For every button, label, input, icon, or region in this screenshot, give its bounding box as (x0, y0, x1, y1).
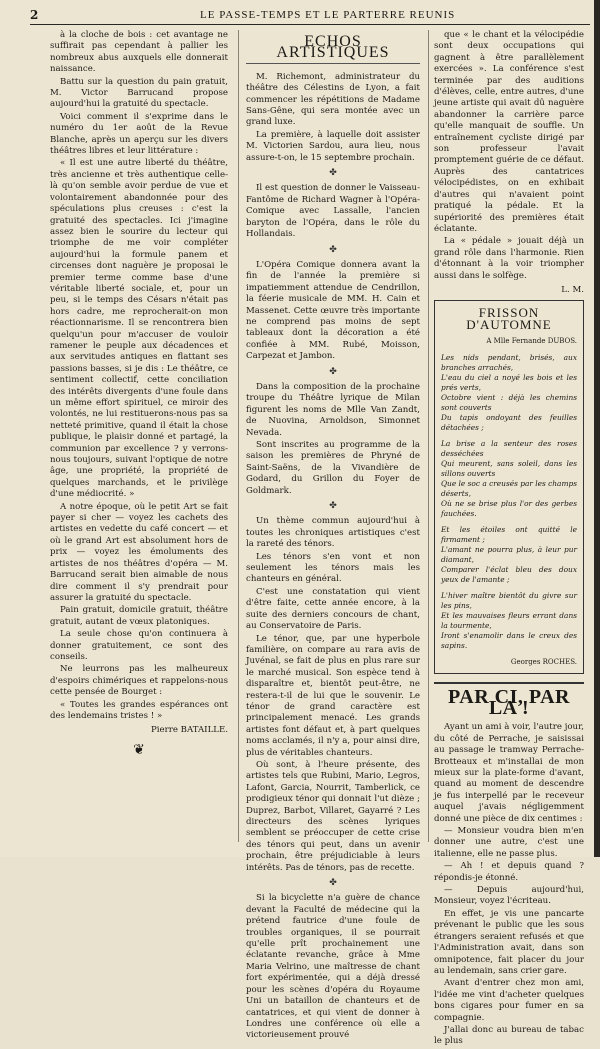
paragraph: C'est une constatation qui vient d'être faite, cette année encore, à la suite des derniers concours de chant, au Conservatoire de Paris. (246, 586, 420, 632)
poem-line: L'hiver maître bientôt du givre sur les pins, (441, 590, 577, 610)
page-header (30, 6, 590, 25)
page-edge-shadow (594, 0, 600, 857)
poem-line: Où ne se brise plus l'or des gerbes fauchées. (441, 498, 577, 518)
paragraph: — Depuis aujourd'hui, Monsieur, voyez l'écriteau. (434, 885, 584, 907)
poem-line: L'amant ne pourra plus, à leur pur diamant, (441, 544, 577, 564)
paragraph: Pain gratuit, domicile gratuit, théâtre gratuit, autant de vœux platoniques. (50, 605, 228, 627)
poem-stanza (441, 439, 577, 519)
paragraph: à la cloche de bois : cet avantage ne suffirait pas cependant à pallier les nombreux abus auxquels elle donnerait naissance. (50, 30, 228, 75)
separator-icon: ✤ (329, 366, 337, 377)
separator-icon: ✤ (329, 244, 337, 255)
paragraph: « Toutes les grandes espérances ont des lendemains tristes ! » (50, 699, 228, 721)
paragraph: L'Opéra Comique donnera avant la fin de l'année la première si impatiemment attendue de Cendrillon, la féerie musicale de MM. H. Cain et Massenet. Cette œuvre très importante ne comprend pas moins de sept tableaux dont la décoration a été confiée à MM. Rubé, Moisson, Carpezat et Jambon. (246, 259, 420, 362)
column-rule (238, 30, 239, 842)
column-middle (246, 30, 420, 1043)
poem-line: L'eau du ciel a noyé les bois et les prés verts, (441, 372, 577, 392)
paragraph: Avant d'entrer chez mon ami, l'idée me vint d'acheter quelques bons cigares pour fumer en sa compagnie. (434, 978, 584, 1023)
section-title: PAR CI, PAR LA ! (448, 685, 570, 719)
paragraph: En effet, je vis une pancarte prévenant le public que les sous étrangers seraient refusés et que l'Administration avait, dans son omnipotence, fait placer du jour au lendemain, sans crier gare. (434, 908, 584, 976)
paragraph: que « le chant et la vélocipédie sont deux occupations qui gagnent à être parallèlement exercées ». La conférence s'est terminée par des auditions d'élèves, celle, entre autres, d'une jeune artiste qui avait dû naguère abandonner la carrière parce qu'elle manquait de souffle. Un entraînement cycliste dirigé par son professeur l'avait promptement guérie de ce défaut. Auprès des cantatrices vélocipédistes, on en exhibait d'autres qui n'avaient point pratiqué la pédale. Et la supériorité des premières était éclatante. (434, 30, 584, 234)
author-signature: L. M. (561, 284, 584, 295)
poem-line: Iront s'enamolir dans le creux des sapins. (441, 630, 577, 650)
poem-line: Et les étoiles ont quitté le firmament ; (441, 524, 577, 544)
poem-author: Georges ROCHES. (510, 657, 577, 666)
poem-line: Du tapis ondoyant des feuilles détachées ; (441, 412, 577, 432)
column-right (434, 30, 584, 1049)
paragraph: A notre époque, où le petit Art se fait payer si cher — voyez les cachets des artistes en vedette du café concert — et où le grand Art est absolument hors de prix — voyez les émoluments des artistes de nos théâtres d'opéra — M. Barrucand serait bien aimable de nous dire comment il s'y prendrait pour assurer la gratuité du spectacle. (50, 501, 228, 603)
paragraph: La « pédale » jouait déjà un grand rôle dans l'harmonie. Rien d'étonnant à la voir triompher aussi dans le solfège. (434, 236, 584, 281)
separator-icon: ✤ (329, 168, 337, 179)
poem-line: Qui meurent, sans soleil, dans les sillons ouverts (441, 458, 577, 478)
paragraph: Il est question de donner le Vaisseau-Fantôme de Richard Wagner à l'Opéra-Comique avec Lassalle, l'ancien baryton de l'Opéra, dans le rôle du Hollandais. (246, 183, 420, 240)
poem-line: Comparer l'éclat bleu des doux yeux de l'amante ; (441, 564, 577, 584)
separator-icon: ✤ (329, 501, 337, 512)
ornament-icon: ❦ (133, 741, 145, 758)
journal-title: LE PASSE-TEMPS ET LE PARTERRE REUNIS (200, 9, 456, 21)
paragraph: Le ténor, que, par une hyperbole familière, on compare au rara avis de Juvénal, se fait de plus en plus rare sur le marché musical. Son espèce tend à disparaître et, bientôt peut-être, ne restera-t-il de lui que le souvenir. Le ténor de grand caractère est principalement menacé. Les grands artistes font défaut et, à part quelques noms acclamés, il n'y a, pour ainsi dire, plus de véritables chanteurs. (246, 633, 420, 758)
poem-line: Les nids pendant, brisés, aux branches arrachés, (441, 352, 577, 372)
divider (434, 682, 584, 684)
separator-icon: ✤ (329, 878, 337, 889)
paragraph: M. Richemont, administrateur du théâtre des Célestins de Lyon, a fait commencer les répétitions de Madame Sans-Gêne, qui sera montée avec un grand luxe. (246, 71, 420, 128)
paragraph: Si la bicyclette n'a guère de chance devant la Faculté de médecine qui la prétend fautrice d'une foule de troubles organiques, il se pourrait qu'elle prît prochainement une éclatante revanche, grâce à Mme Maria Velrino, une maîtresse de chant fort expérimentée, qui a déjà dressé pour les scènes d'opéra du Royaume Uni un bataillon de chanteurs et de cantatrices, et qui vient de donner à Londres une conférence où elle a victorieusement prouvé (246, 893, 420, 1041)
paragraph: Voici comment il s'exprime dans le numéro du 1er août de la Revue Blanche, après un aperçu sur les divers théâtres libres et leur littérature : (50, 111, 228, 157)
paragraph: Un thème commun aujourd'hui à toutes les chroniques artistiques c'est la rareté des ténors. (246, 516, 420, 550)
paragraph: « Il est une autre liberté du théâtre, très ancienne et très authentique celle-là qu'on semble avoir perdue de vue et volontairement abandonnée pour des spéculations plus creuses : c'est la gratuité des spectacles. Ici j'imagine assez bien le sourire du lecteur qui triomphe de me voir compléter aujourd'hui la formule panem et circenses dont naguère je proposai le premier terme comme base d'une véritable liberté sociale, et, pour un peu, si le temps des Césars n'était pas hors cadre, me reprocherait-on mon réactionnarisme. Il se rencontrera bien quelqu'un pour m'accuser de vouloir ramener le peuple aux décadences et aux servitudes antiques en flattant ses passions basses, si je dis : Le théâtre, ce sentiment collectif, cette conciliation des intérêts divergents d'une foule dans un même effort spirituel, ce miroir des volontés, ne lui restituerons-nous pas sa netteté primitive, quand il était la chose publique, le plaisir donné et partagé, la communion par excellence ? y verrons-nous toujours, suivant l'optique de notre âge, une propriété, la propriété de quelques marchands, et le privilège d'une médiocrité. » (50, 158, 228, 500)
paragraph: Battu sur la question du pain gratuit, M. Victor Barrucand propose aujourd'hui la gratuité du spectacle. (50, 76, 228, 110)
paragraph: La première, à laquelle doit assister M. Victorien Sardou, aura lieu, nous assure-t-on, le 15 septembre prochain. (246, 129, 420, 163)
poem-box (434, 300, 584, 673)
paragraph: Sont inscrites au programme de la saison les premières de Phryné de Saint-Saëns, de la Vivandière de Godard, du Grillon du Foyer de Goldmark. (246, 440, 420, 496)
paragraph: Ayant un ami à voir, l'autre jour, du côté de Perrache, je saisissai au passage le tramway Perrache-Brotteaux et m'installai de mon mieux sur la plate-forme d'avant, quand au moment de descendre je fus interpellé par le receveur auquel j'avais négligemment donné une pièce de dix centimes : (434, 722, 584, 824)
page-number: 2 (30, 8, 39, 22)
poem-line: Et les mauvaises fleurs errant dans la tourmente, (441, 610, 577, 630)
poem-title: FRISSON D'AUTOMNE (466, 305, 552, 332)
poem-line: La brise a la senteur des roses desséchées (441, 438, 577, 458)
column-left (50, 30, 228, 756)
paragraph: La seule chose qu'on continuera à donner gratuitement, ce sont des conseils. (50, 629, 228, 662)
paragraph: J'allai donc au bureau de tabac le plus (434, 1024, 584, 1047)
poem-stanza (441, 525, 577, 585)
poem-stanza (441, 591, 577, 651)
paragraph: — Monsieur voudra bien m'en donner une autre, c'est une italienne, elle ne passe plus. (434, 826, 584, 859)
paragraph: Où sont, à l'heure présente, des artistes tels que Rubini, Mario, Legros, Lafont, Garcia, Nourrit, Tamberlick, ce prodigieux ténor qui donnait l'ut dièze ; Duprez, Barbot, Villaret, Gayarré ? Les directeurs des scènes lyriques semblent se préoccuper de cette crise des ténors qui peut, dans un avenir prochain, être préjudiciable à leurs intérêts. Pas de ténors, pas de recette. (246, 759, 420, 873)
poem-stanza (441, 353, 577, 433)
poem-line: Que le soc a creusés par les champs déserts, (441, 478, 577, 498)
poem-body (441, 353, 577, 667)
section-title: ECHOS ARTISTIQUES (246, 36, 420, 64)
column-rule (428, 30, 429, 842)
poem-dedication: A Mlle Fernande DUBOS. (486, 337, 577, 346)
paragraph: — Ah ! et depuis quand ? répondis-je étonné. (434, 861, 584, 883)
poem-line: Octobre vient : déjà les chemins sont couverts (441, 392, 577, 412)
paragraph: Ne leurrons pas les malheureux d'espoirs chimériques et rappelons-nous cette pensée de Bourget : (50, 664, 228, 698)
paragraph: Dans la composition de la prochaine troupe du Théâtre lyrique de Milan figurent les noms de Mlle Van Zandt, de Nuovina, Arnoldson, Simonnet Nevada. (246, 381, 420, 438)
paragraph: Les ténors s'en vont et non seulement les ténors mais les chanteurs en général. (246, 551, 420, 585)
author-signature: Pierre BATAILLE. (151, 725, 228, 736)
